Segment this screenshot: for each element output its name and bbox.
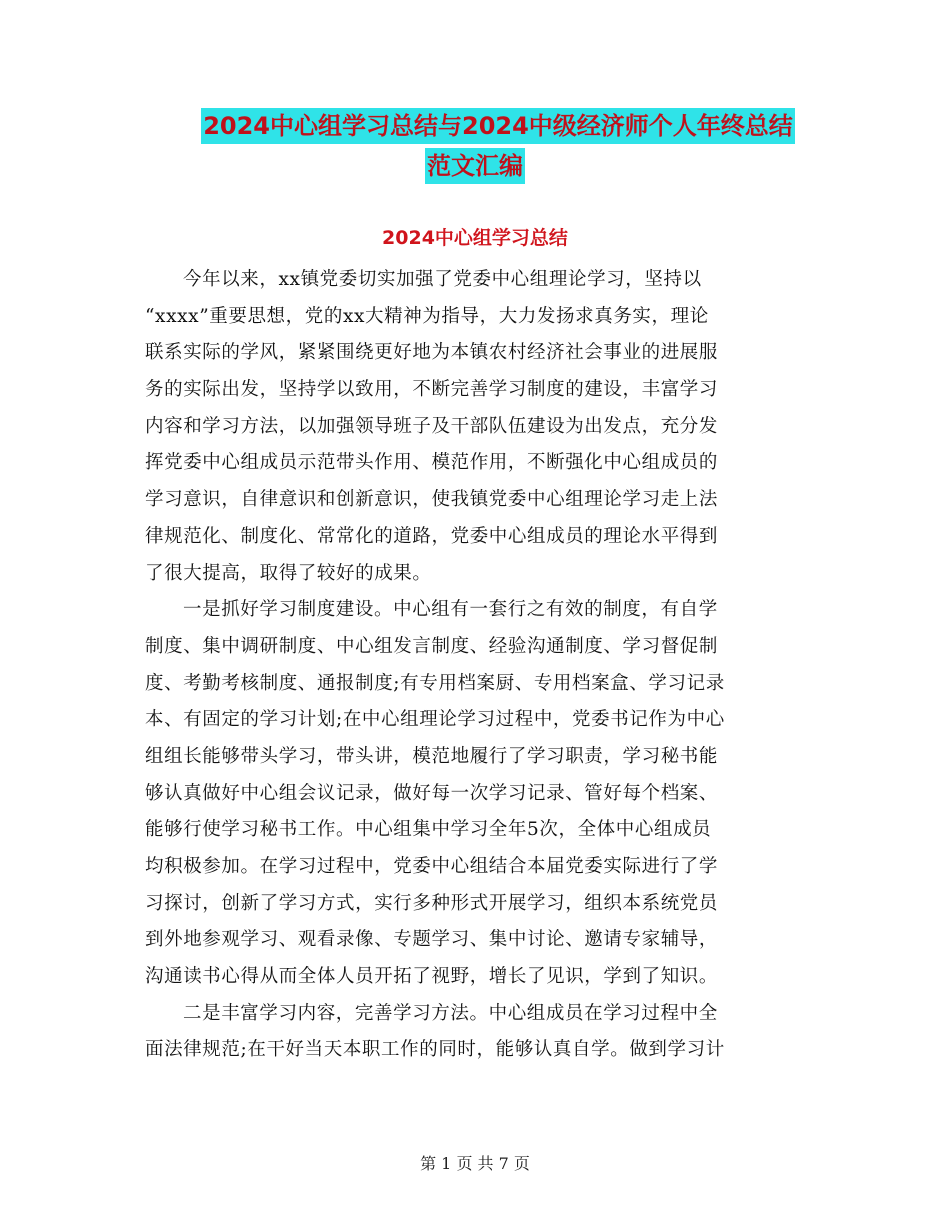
paragraph-line: 了很大提高，取得了较好的成果。 xyxy=(145,562,432,584)
paragraph-line: 能够行使学习秘书工作。中心组集中学习全年5次，全体中心组成员 xyxy=(145,819,712,841)
paragraph-line: 够认真做好中心组会议记录，做好每一次学习记录、管好每个档案、 xyxy=(145,782,719,804)
paragraph-line: 习探讨，创新了学习方式，实行多种形式开展学习，组织本系统党员 xyxy=(145,892,719,914)
document-title-line-1: 2024中心组学习总结与2024中级经济师个人年终总结 xyxy=(201,108,795,144)
page-number-footer: 第 1 页 共 7 页 xyxy=(420,1154,530,1173)
paragraph-line: 本、有固定的学习计划;在中心组理论学习过程中，党委书记作为中心 xyxy=(145,709,725,731)
paragraph-line: 沟通读书心得从而全体人员开拓了视野，增长了见识，学到了知识。 xyxy=(145,966,719,988)
paragraph-line: 组组长能够带头学习，带头讲，模范地履行了学习职责，学习秘书能 xyxy=(145,745,719,767)
paragraph-line: 学习意识，自律意识和创新意识，使我镇党委中心组理论学习走上法 xyxy=(145,489,719,511)
paragraph-line: 度、考勤考核制度、通报制度;有专用档案厨、专用档案盒、学习记录 xyxy=(145,672,725,694)
document-title-line-2: 范文汇编 xyxy=(425,148,525,184)
paragraph-line: 内容和学习方法，以加强领导班子及干部队伍建设为出发点，充分发 xyxy=(145,415,719,437)
paragraph-line: 今年以来，xx镇党委切实加强了党委中心组理论学习，坚持以 xyxy=(183,269,702,290)
paragraph-line: “xxxx”重要思想，党的xx大精神为指导，大力发扬求真务实，理论 xyxy=(145,305,709,327)
paragraph-line: 挥党委中心组成员示范带头作用、模范作用，不断强化中心组成员的 xyxy=(145,452,719,474)
paragraph-line: 务的实际出发，坚持学以致用，不断完善学习制度的建设，丰富学习 xyxy=(145,379,719,401)
paragraph-line: 均积极参加。在学习过程中，党委中心组结合本届党委实际进行了学 xyxy=(145,856,719,877)
paragraph-line: 联系实际的学风，紧紧围绕更好地为本镇农村经济社会事业的进展服 xyxy=(145,342,719,364)
paragraph-line: 律规范化、制度化、常常化的道路，党委中心组成员的理论水平得到 xyxy=(145,525,719,547)
paragraph-line: 面法律规范;在干好当天本职工作的同时，能够认真自学。做到学习计 xyxy=(145,1039,725,1061)
paragraph-line: 制度、集中调研制度、中心组发言制度、经验沟通制度、学习督促制 xyxy=(145,635,719,657)
document-body xyxy=(145,262,805,1069)
paragraph-line: 到外地参观学习、观看录像、专题学习、集中讨论、邀请专家辅导， xyxy=(145,929,719,951)
paragraph-line: 一是抓好学习制度建设。中心组有一套行之有效的制度，有自学 xyxy=(183,599,718,621)
section-heading: 2024中心组学习总结 xyxy=(382,227,568,249)
document-title xyxy=(0,108,950,184)
paragraph-line: 二是丰富学习内容，完善学习方法。中心组成员在学习过程中全 xyxy=(183,1002,718,1024)
